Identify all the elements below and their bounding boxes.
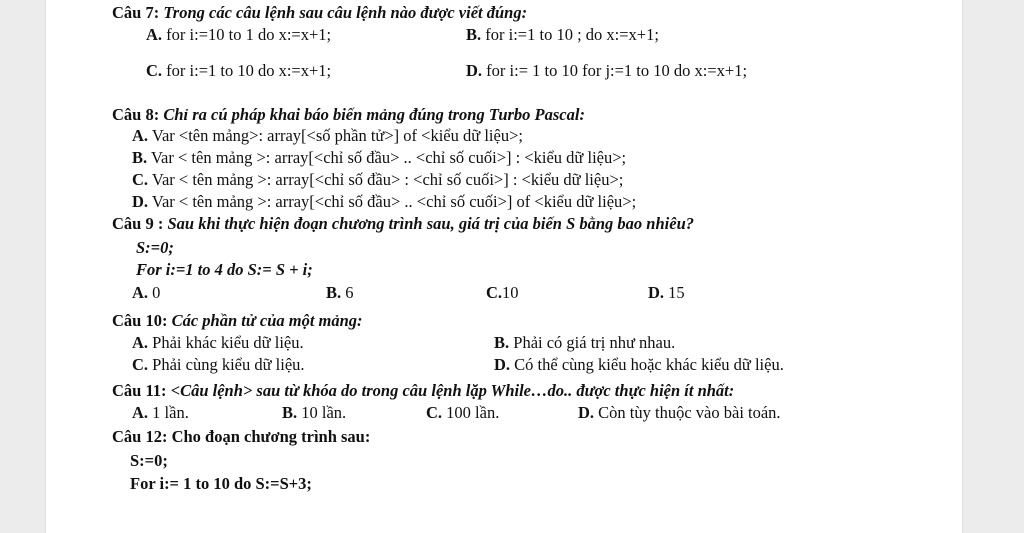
q12-code-line-1: S:=0; [130, 451, 168, 470]
question-10-heading [112, 312, 363, 330]
q7-option-c: C. for i:=1 to 10 do x:=x+1; [146, 61, 332, 80]
question-12-number: Câu 12: [112, 427, 168, 446]
q9-code-line-2: For i:=1 to 4 do S:= S + i; [136, 260, 313, 279]
question-11-text: <Câu lệnh> sau từ khóa do trong câu lệnh lặp While…do.. được thực hiện ít nhất: [170, 381, 735, 400]
q11-option-d: D. Còn tùy thuộc vào bài toán. [578, 403, 781, 422]
q8-option-d: D. Var < tên mảng >: array[<chỉ số đầu> .. <chỉ số cuối>] of <kiểu dữ liệu>; [132, 192, 637, 211]
q8-option-b: B. Var < tên mảng >: array[<chỉ số đầu> .. <chỉ số cuối>] : <kiểu dữ liệu>; [132, 148, 627, 167]
q9-option-a: A. 0 [132, 283, 161, 302]
q7-option-b: B. for i:=1 to 10 ; do x:=x+1; [466, 25, 659, 44]
question-10-text: Các phần tử của một mảng: [171, 311, 363, 330]
question-9-heading [112, 215, 694, 233]
q10-option-a: A. Phải khác kiểu dữ liệu. [132, 333, 304, 352]
question-9-number: Câu 9 : [112, 214, 164, 233]
question-8-number: Câu 8: [112, 105, 160, 124]
q10-option-c: C. Phải cùng kiểu dữ liệu. [132, 355, 305, 374]
document-page [46, 0, 962, 533]
question-7-number: Câu 7: [112, 3, 160, 22]
q9-code-line-1: S:=0; [136, 238, 174, 257]
q8-option-a: A. Var <tên mảng>: array[<số phần tử>] of <kiểu dữ liệu>; [132, 126, 523, 145]
q10-option-b: B. Phải có giá trị như nhau. [494, 333, 676, 352]
question-7-heading [112, 4, 527, 22]
q11-option-a: A. 1 lần. [132, 403, 189, 422]
q8-option-c: C. Var < tên mảng >: array[<chỉ số đầu> : <chỉ số cuối>] : <kiểu dữ liệu>; [132, 170, 624, 189]
q7-option-a: A. for i:=10 to 1 do x:=x+1; [146, 25, 332, 44]
q9-option-d: D. 15 [648, 283, 685, 302]
q11-option-c: C. 100 lần. [426, 403, 500, 422]
question-8-text: Chỉ ra cú pháp khai báo biến mảng đúng trong Turbo Pascal: [163, 105, 585, 124]
q12-code-line-2: For i:= 1 to 10 do S:=S+3; [130, 474, 312, 493]
q10-option-d: D. Có thể cùng kiểu hoặc khác kiểu dữ liệu. [494, 355, 784, 374]
question-10-number: Câu 10: [112, 311, 168, 330]
question-11-heading [112, 382, 734, 400]
q9-option-c: C.10 [486, 283, 519, 302]
question-8-heading [112, 106, 585, 124]
question-9-text: Sau khi thực hiện đoạn chương trình sau, giá trị của biến S bằng bao nhiêu? [167, 214, 694, 233]
question-11-number: Câu 11: [112, 381, 167, 400]
q9-option-b: B. 6 [326, 283, 354, 302]
question-12-heading [112, 428, 370, 446]
q11-option-b: B. 10 lần. [282, 403, 347, 422]
question-7-text: Trong các câu lệnh sau câu lệnh nào được viết đúng: [163, 3, 528, 22]
question-12-text: Cho đoạn chương trình sau: [171, 427, 371, 446]
q7-option-d: D. for i:= 1 to 10 for j:=1 to 10 do x:=x+1; [466, 61, 748, 80]
